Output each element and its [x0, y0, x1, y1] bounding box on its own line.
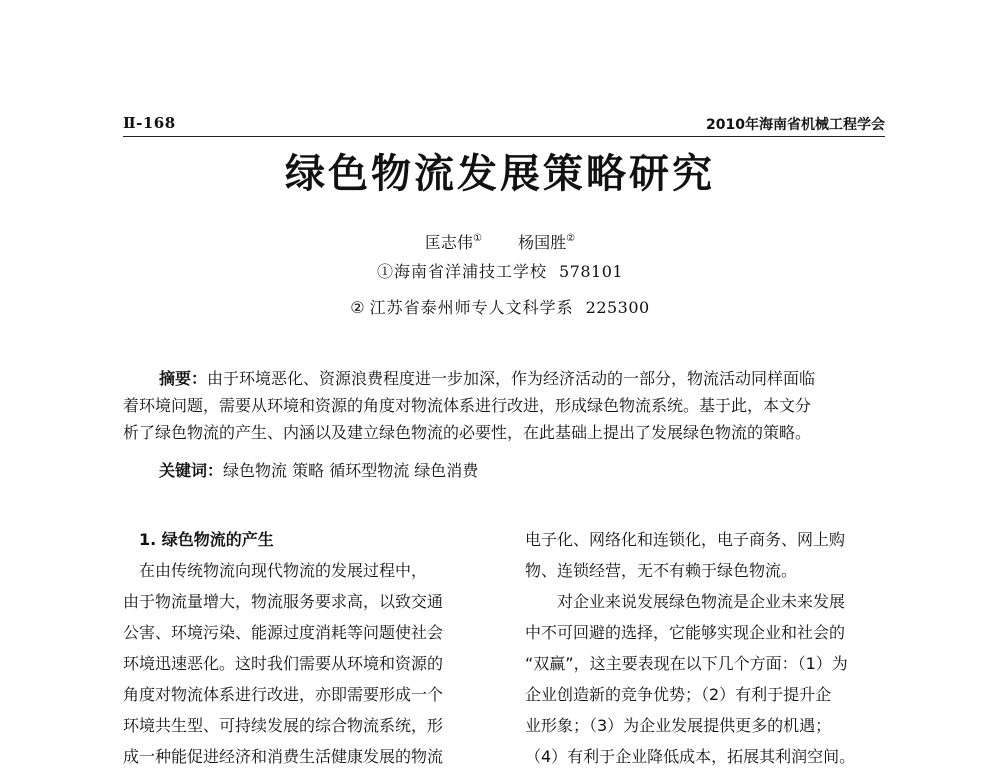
affiliation-number: ① [376, 262, 394, 281]
postal-code: 578101 [558, 262, 624, 281]
body-line: 角度对物流体系进行改进，亦即需要形成一个 [123, 685, 444, 704]
body-line: 环境共生型、可持续发展的综合物流系统，形 [123, 716, 444, 735]
keywords [159, 459, 478, 483]
body-line: 业形象；（3）为企业发展提供更多的机遇； [525, 716, 832, 735]
author-line [0, 227, 1000, 255]
author-name: 杨国胜 [518, 233, 567, 252]
body-line: 中不可回避的选择，它能够实现企业和社会的 [525, 623, 846, 642]
affiliation-name: 江苏省泰州师专人文科学系 [369, 298, 574, 317]
abstract-line: 着环境问题，需要从环境和资源的角度对物流体系进行改进，形成绿色物流系统。基于此，本文分 [123, 396, 812, 415]
affiliation-number: ② [350, 298, 366, 317]
affiliation [0, 260, 1000, 284]
abstract-label: 摘要： [159, 369, 208, 388]
body-line: 在由传统物流向现代物流的发展过程中， [139, 561, 428, 580]
page-number: Ⅱ-168 [123, 114, 176, 132]
keywords-label: 关键词： [159, 461, 224, 480]
body-line: 物、连锁经营，无不有赖于绿色物流。 [525, 561, 798, 580]
body-line: “双赢”，这主要表现在以下几个方面：（1）为 [525, 654, 848, 673]
affiliation-name: 海南省洋浦技工学校 [393, 262, 547, 281]
body-line: 企业创造新的竞争优势；（2）有利于提升企 [525, 685, 832, 704]
running-header [123, 114, 885, 137]
postal-code: 225300 [585, 298, 650, 317]
author-mark: ② [566, 233, 576, 244]
body-line: 由于物流量增大，物流服务要求高，以致交通 [123, 592, 444, 611]
body-line: （4）有利于企业降低成本，拓展其利润空间。 [525, 747, 856, 766]
body-line: 对企业来说发展绿色物流是企业未来发展 [557, 592, 846, 611]
abstract-line: 析了绿色物流的产生、内涵以及建立绿色物流的必要性，在此基础上提出了发展绿色物流的策略。 [123, 423, 812, 442]
conference-name: 2010年海南省机械工程学会 [706, 117, 885, 133]
author-mark: ① [472, 233, 482, 244]
author-name: 匡志伟 [424, 233, 473, 252]
paper-title: 绿色物流发展策略研究 [285, 151, 715, 197]
body-line: 公害、环境污染、能源过度消耗等问题使社会 [123, 623, 444, 642]
body-column-left [123, 524, 483, 772]
body-column-right [525, 524, 885, 772]
abstract-text: 由于环境恶化、资源浪费程度进一步加深，作为经济活动的一部分，物流活动同样面临 [207, 369, 816, 388]
section-heading: 1. 绿色物流的产生 [139, 530, 274, 549]
keywords-text: 绿色物流 策略 循环型物流 绿色消费 [223, 461, 479, 480]
body-line: 成一种能促进经济和消费生活健康发展的物流 [123, 747, 444, 766]
affiliation [0, 296, 1000, 320]
body-line: 环境迅速恶化。这时我们需要从环境和资源的 [123, 654, 444, 673]
abstract-line [123, 365, 885, 392]
body-line: 电子化、网络化和连锁化，电子商务、网上购 [525, 530, 846, 549]
abstract [123, 365, 885, 446]
